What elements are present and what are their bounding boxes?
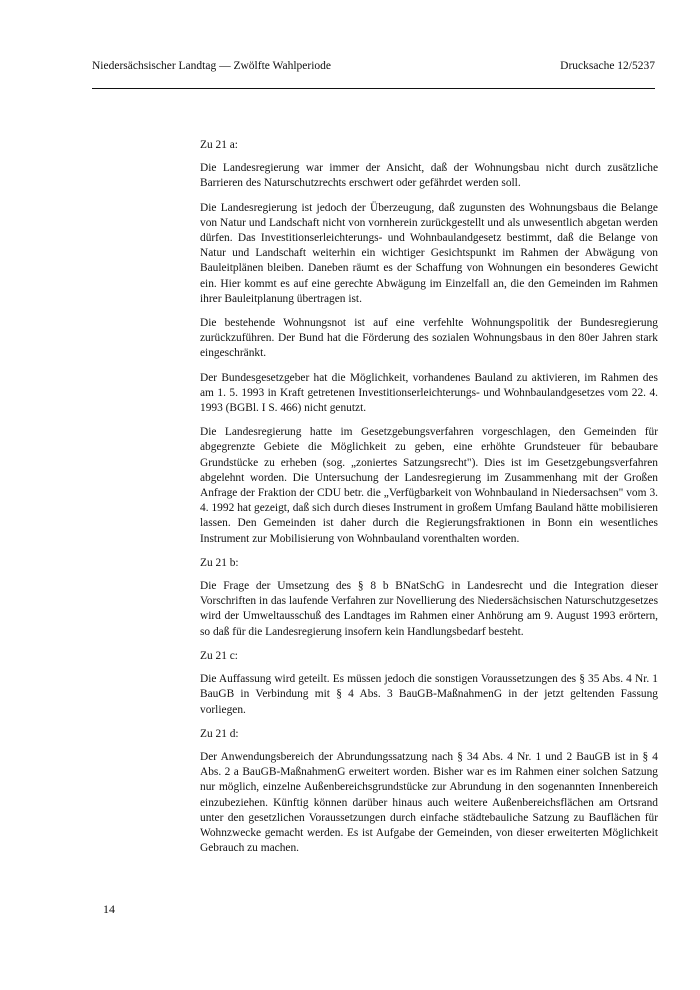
body-text [200, 138, 658, 865]
page-header [92, 60, 655, 80]
paragraph: Die Landesregierung war immer der Ansicht, daß der Wohnungsbau nicht durch zusätzliche Barrieren des Naturschutzrechts erschwert oder gefährdet werden soll. [200, 162, 658, 190]
document-source-title: Niedersächsischer Landtag — Zwölfte Wahlperiode [92, 60, 331, 72]
page-number: 14 [103, 902, 115, 916]
section-21a [200, 138, 658, 547]
paragraph: Die Frage der Umsetzung des § 8 b BNatSchG in Landesrecht und die Integration dieser Vorschriften in das laufende Verfahren zur Novellierung des Niedersächsischen Naturschutzgesetzes wird der Umweltausschuß des Landtages im Rahmen einer Anhörung am 9. August 1993 erörtern, so daß für die Landesregierung insofern kein Handlungsbedarf besteht. [200, 580, 658, 638]
paragraph: Die Landesregierung hatte im Gesetzgebungsverfahren vorgeschlagen, den Gemeinden für abgegrenzte Gebiete die Möglichkeit zu geben, eine erhöhte Grundsteuer für bebaubare Grundstücke zu erheben (sog. „zoniertes Satzungsrecht"). Dies ist im Gesetzgebungsverfahren abgelehnt worden. Die Untersuchung der Landesregierung im Zusammenhang mit der Großen Anfrage der Fraktion der CDU betr. die „Verfügbarkeit von Wohnbauland in Niedersachsen" vom 3. 4. 1992 hat gezeigt, daß sich durch dieses Instrument in großem Umfang Bauland hätte mobilisieren lassen. Den Gemeinden ist daher durch die Regierungsfraktionen in Bonn ein wesentliches Instrument zur Mobilisierung von Wohnbauland vorenthalten worden. [200, 426, 658, 545]
document-number: Drucksache 12/5237 [560, 60, 655, 72]
paragraph: Der Anwendungsbereich der Abrundungssatzung nach § 34 Abs. 4 Nr. 1 und 2 BauGB ist in § 4 Abs. 2 a BauGB-MaßnahmenG erweitert worden. Bisher war es im Rahmen einer solchen Satzung nur möglich, einzelne Außenbereichsgrundstücke zur Abrundung in den sogenannten Innenbereich einzubeziehen. Künftig können darüber hinaus auch weitere Außenbereichsflächen am Ortsrand unter den gesetzlichen Voraussetzungen durch einfache städtebauliche Satzung zu Bauflächen für Wohnzwecke gemacht werden. Es ist Aufgabe der Gemeinden, von dieser erweiterten Möglichkeit Gebrauch zu machen. [200, 750, 658, 855]
header-rule [92, 88, 655, 89]
paragraph: Die Auffassung wird geteilt. Es müssen jedoch die sonstigen Voraussetzungen des § 35 Abs. 4 Nr. 1 BauGB in Verbindung mit § 4 Abs. 3 BauGB-MaßnahmenG in der jetzt geltenden Fassung vorliegen. [200, 673, 658, 716]
paragraph: Die Landesregierung ist jedoch der Überzeugung, daß zugunsten des Wohnungsbaus die Belange von Natur und Landschaft nicht von vornherein zurückgestellt und als unwesentlich abgetan werden dürfen. Das Investitionserleichterungs- und Wohnbaulandgesetz bestimmt, daß die Belange von Natur und Landschaft weiterhin ein wichtiger Gesichtspunkt im Rahmen der Abwägung von Bauleitplänen bleiben. Daneben räumt es der Schaffung von Wohnungen ein besonderes Gewicht ein. Hier kommt es auf eine gerechte Abwägung im Einzelfall an, die den Gemeinden im Rahmen ihrer Bauleitplanung übertragen ist. [200, 201, 658, 305]
paragraph: Der Bundesgesetzgeber hat die Möglichkeit, vorhandenes Bauland zu aktivieren, im Rahmen des am 1. 5. 1993 in Kraft getretenen Investitionserleichterungs- und Wohnbaulandgesetzes vom 22. 4. 1993 (BGBl. I S. 466) nicht genutzt. [200, 371, 658, 415]
section-heading: Zu 21 c: [200, 649, 238, 662]
section-21b [200, 556, 658, 640]
section-heading: Zu 21 a: [200, 139, 238, 151]
section-21c [200, 649, 658, 718]
section-heading: Zu 21 b: [200, 556, 239, 569]
paragraph: Die bestehende Wohnungsnot ist auf eine verfehlte Wohnungspolitik der Bundesregierung zurückzuführen. Der Bund hat die Förderung des sozialen Wohnungsbaus in den 80er Jahren stark eingeschränkt. [200, 317, 658, 360]
section-heading: Zu 21 d: [200, 727, 239, 740]
section-21d [200, 727, 658, 857]
